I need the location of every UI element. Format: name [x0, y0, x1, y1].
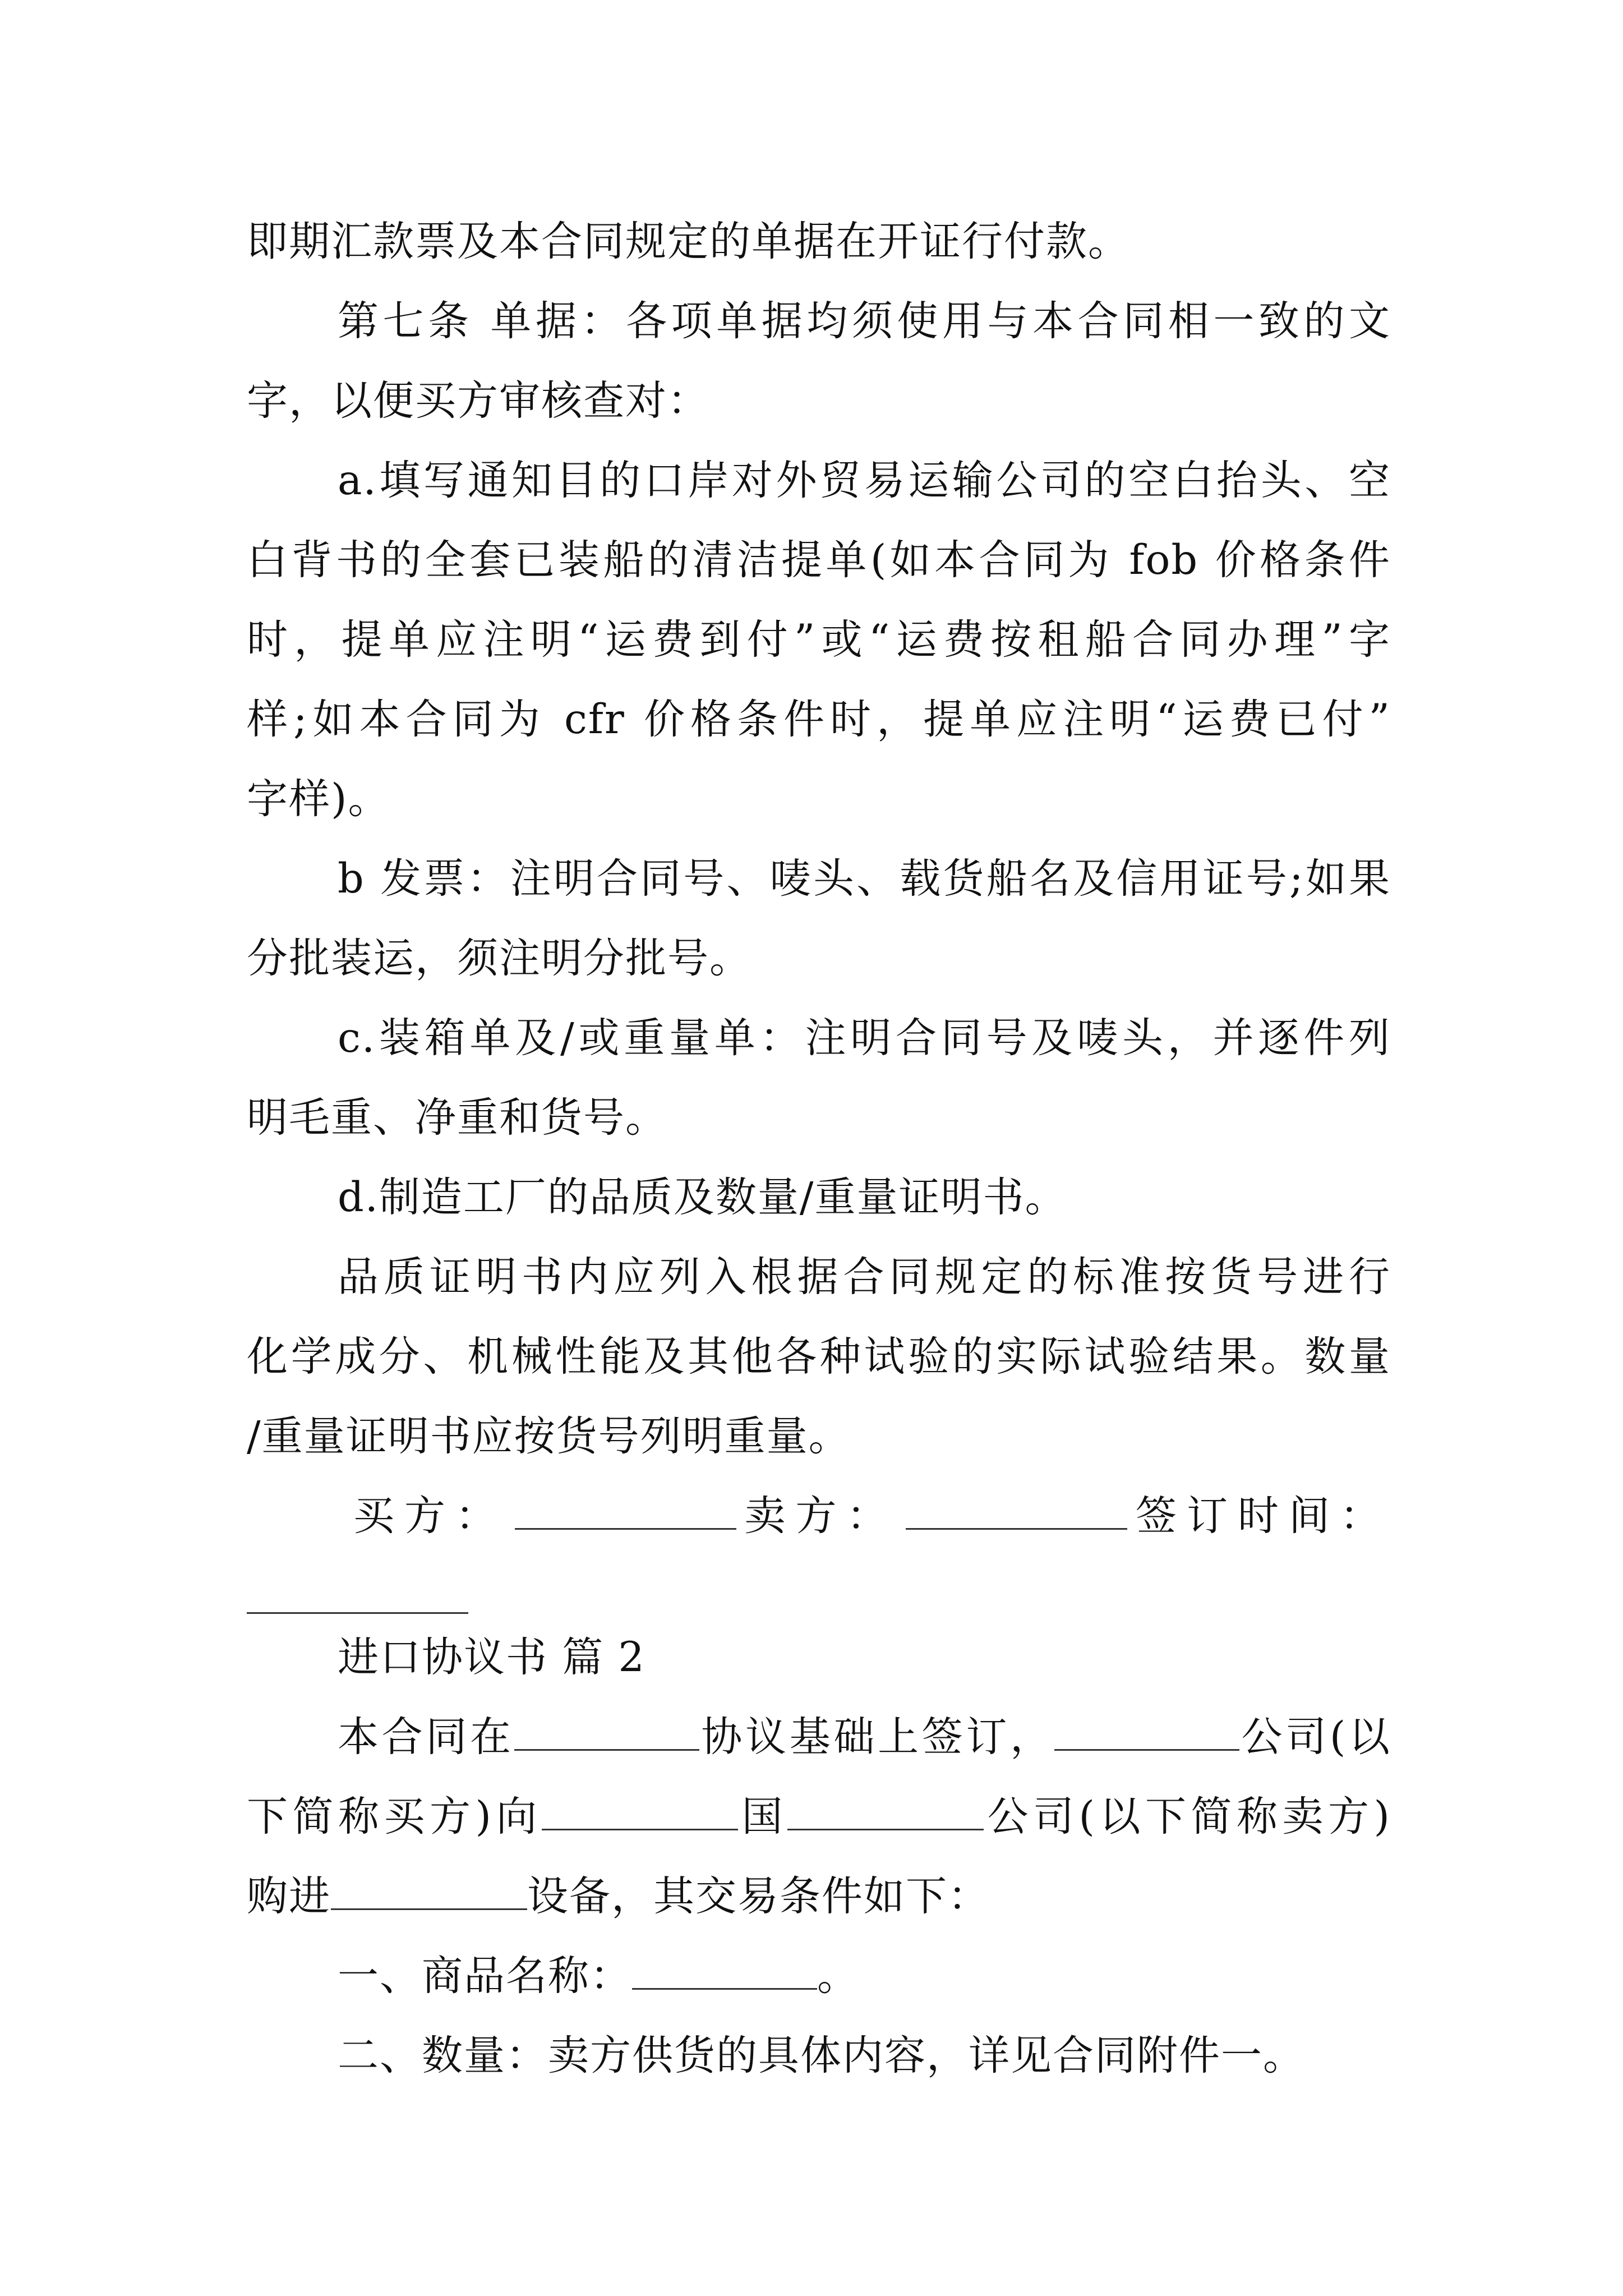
buyer-blank	[515, 1494, 736, 1530]
paragraph-line: 分批装运，须注明分批号。	[247, 935, 751, 982]
item-c-line: c.装箱单及/或重量单：注明合同号及唛头，并逐件列	[338, 1014, 1391, 1062]
text-segment: 公司(以	[1239, 1713, 1391, 1761]
quality-cert-line: 品质证明书内应列入根据合同规定的标准按货号进行	[338, 1253, 1391, 1301]
paragraph-line: 样;如本合同为 cfr 价格条件时，提单应注明“运费已付”	[247, 696, 1391, 743]
article-seven-heading-line: 第七条 单据：各项单据均须使用与本合同相一致的文	[338, 297, 1391, 345]
paragraph-line: 白背书的全套已装船的清洁提单(如本合同为 fob 价格条件	[247, 536, 1391, 584]
paragraph-line: 即期汇款票及本合同规定的单据在开证行付款。	[247, 218, 1130, 265]
item-b-line: b 发票：注明合同号、唛头、载货船名及信用证号;如果	[338, 855, 1391, 903]
contract-intro-line	[247, 1857, 1391, 1936]
seller-label: 卖方：	[744, 1492, 898, 1540]
contract-intro-line	[247, 1697, 1391, 1777]
text-segment: 设备，其交易条件如下：	[527, 1872, 990, 1920]
seller-blank	[906, 1494, 1127, 1530]
date-blank-row	[247, 1556, 1391, 1618]
section-2-title: 进口协议书 篇 2	[338, 1634, 645, 1681]
date-label: 签订时间：	[1136, 1492, 1391, 1540]
seller-company-blank	[787, 1795, 984, 1830]
paragraph-line: 时，提单应注明“运费到付”或“运费按租船合同办理”字	[247, 616, 1391, 664]
paragraph-line: /重量证明书应按货号列明重量。	[247, 1412, 851, 1460]
item-2-line: 二、数量：卖方供货的具体内容，详见合同附件一。	[338, 2032, 1305, 2079]
text-segment: 下简称买方)向	[247, 1793, 542, 1841]
signature-row	[247, 1476, 1391, 1556]
paragraph-line: 字，以便买方审核查对：	[247, 377, 709, 425]
item-d-line: d.制造工厂的品质及数量/重量证明书。	[338, 1174, 1067, 1221]
equipment-blank	[331, 1875, 527, 1910]
contract-intro-line	[247, 1777, 1391, 1857]
text-segment: 一、商品名称：	[338, 1952, 632, 2000]
text-segment: 协议基础上签订，	[699, 1713, 1054, 1761]
text-segment: 公司(以下简称卖方)	[984, 1793, 1391, 1841]
text-segment: 购进	[247, 1872, 331, 1920]
agreement-blank	[514, 1715, 699, 1751]
paragraph-line: 明毛重、净重和货号。	[247, 1094, 667, 1142]
item-a-line: a.填写通知目的口岸对外贸易运输公司的空白抬头、空	[338, 457, 1391, 504]
product-name-blank	[632, 1954, 817, 1990]
paragraph-line: 化学成分、机械性能及其他各种试验的实际试验结果。数量	[247, 1333, 1391, 1381]
paragraph-line: 字样)。	[247, 775, 390, 823]
text-segment: 。	[817, 1952, 859, 2000]
buyer-label: 买方：	[353, 1492, 506, 1540]
text-segment: 本合同在	[338, 1713, 514, 1761]
document-body	[247, 202, 1391, 2096]
buyer-company-blank	[1054, 1715, 1239, 1751]
text-segment: 国	[738, 1793, 788, 1841]
item-1-line	[247, 1936, 1391, 2016]
country-blank	[542, 1795, 738, 1830]
date-blank	[247, 1579, 468, 1614]
